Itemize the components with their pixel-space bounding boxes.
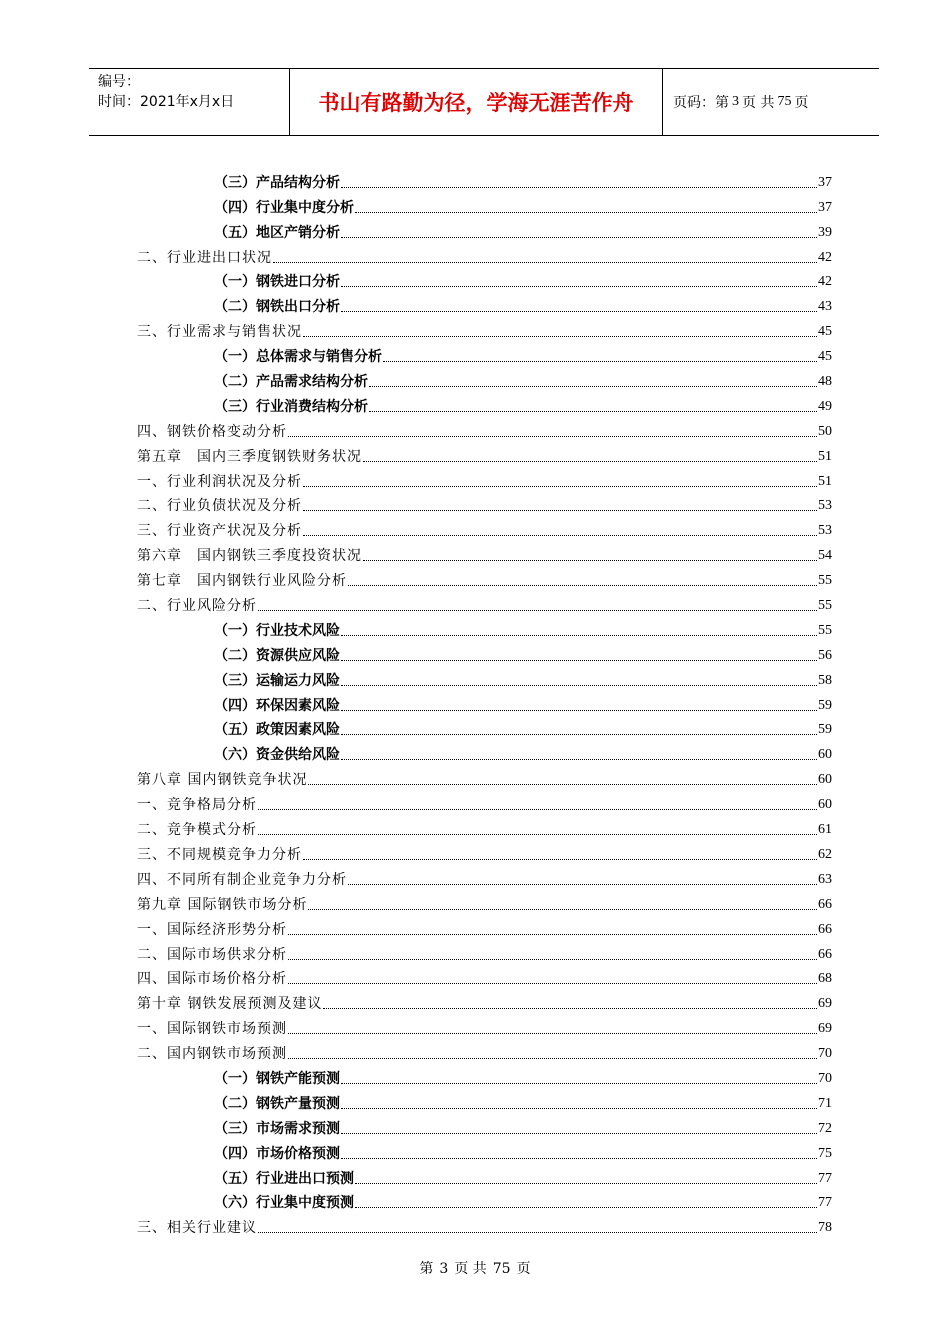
toc-entry[interactable] [137,715,832,740]
table-of-contents [137,167,832,1237]
toc-entry-label: 第九章 国际钢铁市场分析 [137,896,308,913]
page-footer [0,1258,950,1278]
toc-entry[interactable] [137,565,832,590]
toc-entry-label: （五）行业进出口预测 [214,1170,354,1187]
toc-entry-page: 45 [818,349,832,365]
toc-leader-dots [341,758,817,760]
toc-entry-label: 一、国际钢铁市场预测 [137,1021,287,1038]
toc-entry[interactable] [137,416,832,441]
toc-entry-page: 77 [818,1170,832,1186]
toc-entry-label: 三、行业需求与销售状况 [137,324,302,341]
toc-entry[interactable] [137,366,832,391]
toc-leader-dots [288,1032,817,1034]
toc-entry-page: 71 [818,1095,832,1111]
toc-leader-dots [303,509,817,511]
footer-suffix: 页 [516,1261,531,1277]
toc-entry-page: 68 [818,971,832,987]
toc-entry-page: 55 [818,622,832,638]
header-page-suffix: 页 [794,95,809,111]
toc-entry[interactable] [137,1188,832,1213]
toc-entry[interactable] [137,864,832,889]
toc-entry[interactable] [137,690,832,715]
toc-entry[interactable] [137,1212,832,1237]
toc-entry[interactable] [137,814,832,839]
footer-prefix: 第 [419,1261,434,1277]
toc-entry[interactable] [137,839,832,864]
toc-entry[interactable] [137,267,832,292]
toc-entry-page: 75 [818,1145,832,1161]
toc-entry-page: 70 [818,1046,832,1062]
toc-entry-page: 58 [818,672,832,688]
toc-entry-label: 第十章 钢铁发展预测及建议 [137,996,323,1013]
toc-entry-label: 一、国际经济形势分析 [137,921,287,938]
toc-entry-label: 四、钢铁价格变动分析 [137,423,287,440]
toc-leader-dots [303,534,817,536]
toc-entry[interactable] [137,665,832,690]
toc-entry-page: 55 [818,598,832,614]
toc-leader-dots [303,485,817,487]
toc-entry-label: 第五章 国内三季度钢铁财务状况 [137,448,362,465]
toc-entry-page: 59 [818,722,832,738]
toc-entry-label: （三）市场需求预测 [214,1120,340,1137]
toc-entry-label: 第六章 国内钢铁三季度投资状况 [137,548,362,565]
toc-entry-label: 四、不同所有制企业竞争力分析 [137,871,347,888]
toc-entry-label: （六）行业集中度预测 [214,1195,354,1212]
toc-entry-label: 四、国际市场价格分析 [137,971,287,988]
toc-entry-label: （一）钢铁产能预测 [214,1070,340,1087]
toc-leader-dots [369,385,817,387]
toc-entry-label: 一、竞争格局分析 [137,797,257,814]
toc-entry[interactable] [137,242,832,267]
toc-entry[interactable] [137,1063,832,1088]
toc-entry-page: 53 [818,523,832,539]
toc-entry-label: （二）产品需求结构分析 [214,374,368,391]
toc-entry-page: 51 [818,448,832,464]
toc-leader-dots [288,435,817,437]
toc-entry-page: 39 [818,224,832,240]
toc-entry-page: 61 [818,822,832,838]
toc-leader-dots [341,285,817,287]
toc-entry[interactable] [137,1088,832,1113]
toc-entry-label: 二、国内钢铁市场预测 [137,1046,287,1063]
toc-entry-label: 三、行业资产状况及分析 [137,523,302,540]
toc-leader-dots [258,808,817,810]
toc-entry-label: （六）资金供给风险 [214,747,340,764]
toc-leader-dots [355,211,817,213]
toc-entry-page: 60 [818,797,832,813]
toc-entry-label: （三）产品结构分析 [214,174,340,191]
toc-leader-dots [369,410,817,412]
toc-leader-dots [341,1157,817,1159]
toc-entry-label: （三）行业消费结构分析 [214,398,368,415]
toc-leader-dots [258,1231,817,1233]
toc-entry[interactable] [137,988,832,1013]
toc-entry-page: 66 [818,921,832,937]
toc-entry-page: 49 [818,398,832,414]
toc-leader-dots [323,1007,817,1009]
toc-entry-label: （二）资源供应风险 [214,647,340,664]
toc-entry-label: 二、行业进出口状况 [137,249,272,266]
toc-entry[interactable] [137,391,832,416]
toc-entry-label: 一、行业利润状况及分析 [137,473,302,490]
toc-leader-dots [341,709,817,711]
toc-entry-label: （三）运输运力风险 [214,672,340,689]
toc-leader-dots [341,1082,817,1084]
toc-leader-dots [341,186,817,188]
toc-entry[interactable] [137,167,832,192]
toc-entry[interactable] [137,1013,832,1038]
toc-leader-dots [258,833,817,835]
toc-entry[interactable] [137,466,832,491]
toc-entry[interactable] [137,1113,832,1138]
toc-entry-label: 二、行业负债状况及分析 [137,498,302,515]
toc-leader-dots [363,559,817,561]
toc-leader-dots [363,460,817,462]
toc-leader-dots [288,982,817,984]
toc-entry-page: 62 [818,846,832,862]
toc-entry[interactable] [137,764,832,789]
toc-entry[interactable] [137,217,832,242]
toc-entry[interactable] [137,441,832,466]
toc-entry[interactable] [137,739,832,764]
toc-leader-dots [288,958,817,960]
toc-entry-page: 54 [818,548,832,564]
toc-entry[interactable] [137,964,832,989]
toc-entry[interactable] [137,515,832,540]
toc-entry[interactable] [137,889,832,914]
toc-entry-label: （一）行业技术风险 [214,622,340,639]
toc-entry-label: （五）政策因素风险 [214,722,340,739]
toc-entry[interactable] [137,1038,832,1063]
footer-total-pages: 75 [492,1261,511,1277]
toc-entry[interactable] [137,316,832,341]
toc-entry-page: 51 [818,473,832,489]
toc-leader-dots [341,1132,817,1134]
footer-current-page: 3 [439,1261,449,1277]
toc-entry-page: 63 [818,871,832,887]
toc-entry-page: 78 [818,1220,832,1236]
header-meta [89,69,290,135]
toc-entry-label: （四）环保因素风险 [214,697,340,714]
header-page-total: 75 [777,94,792,109]
toc-entry-page: 70 [818,1070,832,1086]
toc-entry-page: 42 [818,274,832,290]
toc-leader-dots [288,933,817,935]
toc-entry-label: （一）钢铁进口分析 [214,274,340,291]
toc-entry-label: 第八章 国内钢铁竞争状况 [137,772,308,789]
toc-entry-page: 48 [818,374,832,390]
toc-entry-page: 37 [818,199,832,215]
toc-entry-page: 50 [818,423,832,439]
toc-entry-page: 59 [818,697,832,713]
header-page-current: 3 [732,94,739,109]
page-header [89,68,879,136]
toc-leader-dots [355,1206,817,1208]
toc-entry-page: 60 [818,772,832,788]
toc-leader-dots [355,1182,817,1184]
toc-entry-page: 69 [818,1021,832,1037]
toc-entry-label: 三、相关行业建议 [137,1220,257,1237]
toc-entry-page: 66 [818,946,832,962]
toc-entry-label: （二）钢铁出口分析 [214,299,340,316]
toc-leader-dots [303,335,817,337]
toc-leader-dots [288,1057,817,1059]
toc-entry-label: 二、国际市场供求分析 [137,946,287,963]
toc-leader-dots [341,310,817,312]
toc-leader-dots [341,659,817,661]
toc-entry[interactable] [137,1163,832,1188]
toc-entry[interactable] [137,789,832,814]
footer-mid: 页 共 [454,1261,487,1277]
toc-entry-label: 二、竞争模式分析 [137,822,257,839]
toc-leader-dots [383,360,817,362]
toc-entry-page: 45 [818,324,832,340]
toc-entry[interactable] [137,341,832,366]
toc-entry-page: 55 [818,573,832,589]
toc-entry-page: 37 [818,174,832,190]
toc-entry[interactable] [137,192,832,217]
toc-leader-dots [341,634,817,636]
toc-entry-page: 72 [818,1120,832,1136]
toc-entry-label: （四）市场价格预测 [214,1145,340,1162]
toc-entry[interactable] [137,939,832,964]
toc-entry-label: 二、行业风险分析 [137,598,257,615]
toc-entry-label: （二）钢铁产量预测 [214,1095,340,1112]
toc-entry-label: 三、不同规模竞争力分析 [137,846,302,863]
toc-entry-page: 66 [818,896,832,912]
toc-leader-dots [341,733,817,735]
toc-leader-dots [308,908,817,910]
header-page-indicator [663,69,879,135]
header-page-prefix: 页码：第 [673,95,729,111]
header-motto: 书山有路勤为径，学海无涯苦作舟 [318,91,634,115]
toc-entry-page: 60 [818,747,832,763]
toc-entry-page: 69 [818,996,832,1012]
toc-entry[interactable] [137,291,832,316]
toc-leader-dots [258,609,817,611]
toc-leader-dots [341,236,817,238]
header-page-mid: 页 共 [742,95,775,111]
toc-entry-label: （一）总体需求与销售分析 [214,349,382,366]
toc-entry-label: 第七章 国内钢铁行业风险分析 [137,573,347,590]
document-number-label: 编号： [98,74,140,90]
toc-entry[interactable] [137,640,832,665]
toc-entry[interactable] [137,615,832,640]
toc-entry-page: 56 [818,647,832,663]
toc-leader-dots [273,261,817,263]
toc-leader-dots [308,783,817,785]
toc-entry-label: （五）地区产销分析 [214,224,340,241]
toc-entry[interactable] [137,914,832,939]
header-motto-cell [290,69,663,135]
document-time-label: 时间：2021年x月x日 [98,94,235,110]
toc-leader-dots [341,1107,817,1109]
toc-entry[interactable] [137,590,832,615]
toc-leader-dots [303,858,817,860]
toc-entry-page: 53 [818,498,832,514]
toc-entry-page: 43 [818,299,832,315]
toc-entry-page: 77 [818,1195,832,1211]
toc-entry-page: 42 [818,249,832,265]
toc-leader-dots [341,684,817,686]
toc-entry[interactable] [137,491,832,516]
toc-entry[interactable] [137,1138,832,1163]
toc-leader-dots [348,883,817,885]
toc-entry-label: （四）行业集中度分析 [214,199,354,216]
toc-leader-dots [348,584,817,586]
toc-entry[interactable] [137,540,832,565]
